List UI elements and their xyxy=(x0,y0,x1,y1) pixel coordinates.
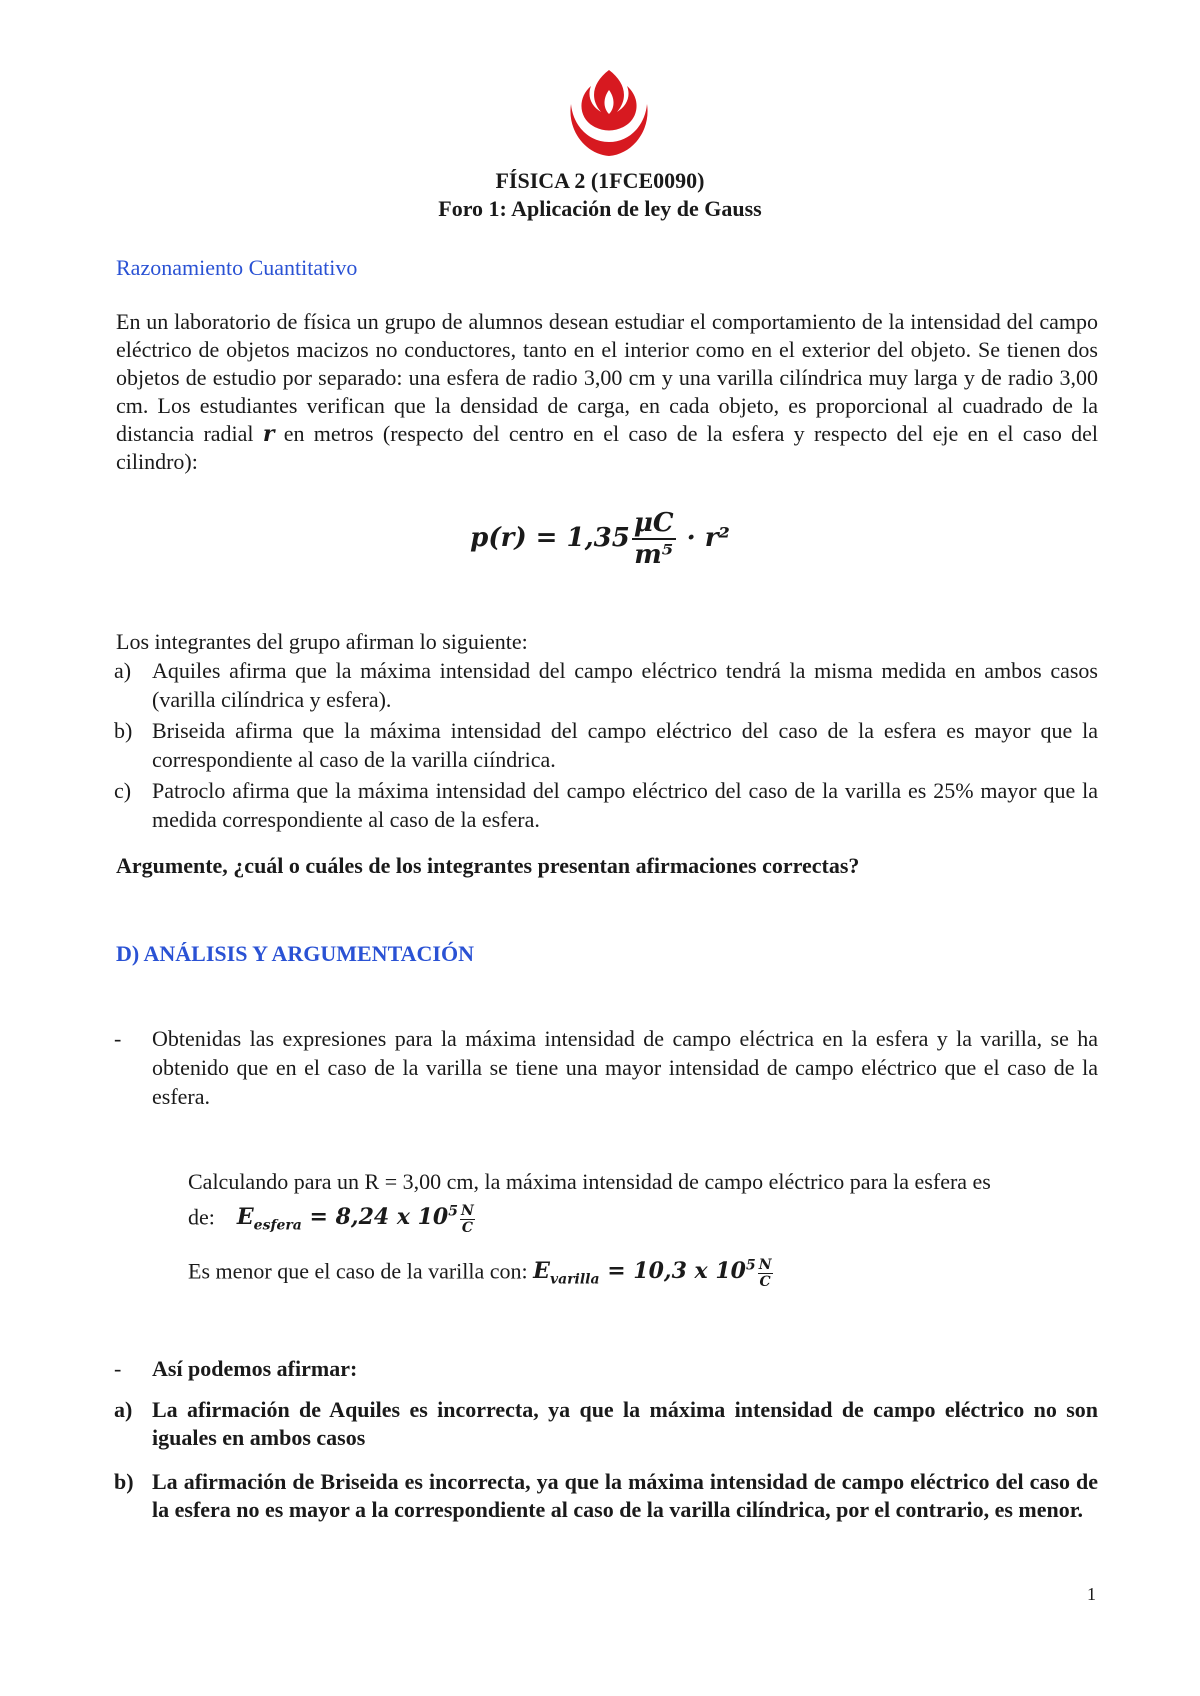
claim-marker: c) xyxy=(114,778,132,803)
formula-fraction xyxy=(632,510,676,568)
university-logo xyxy=(563,68,655,160)
page-number: 1 xyxy=(1087,1584,1096,1604)
bullet-dash: - xyxy=(114,1026,122,1051)
analysis-bullet-text: Obtenidas las expresiones para la máxima intensidad de campo eléctrica en la esfera y la varilla, se ha obtenido que en el caso de la varilla se tiene una mayor intensidad de campo eléctrico que el caso de la esfera. xyxy=(152,1026,1098,1109)
e-varilla-symbol: $E_{varilla} = 10,3$ x $10^5$ xyxy=(533,1258,756,1288)
conclusion-text: La afirmación de Briseida es incorrecta, ya que la máxima intensidad de campo eléctrico del caso de la esfera no es mayor a la correspondiente al caso de la varilla cilíndrica, por el contrario, es menor. xyxy=(152,1469,1098,1522)
claim-text: Patroclo afirma que la máxima intensidad del campo eléctrico del caso de la varilla es 25% mayor que la medida correspondiente al caso de la esfera. xyxy=(152,778,1098,832)
conclusion-item xyxy=(114,1468,1098,1524)
analysis-bullet-text: Así podemos afirmar: xyxy=(152,1356,358,1381)
conclusion-text: La afirmación de Aquiles es incorrecta, ya que la máxima intensidad de campo eléctrico no son iguales en ambos casos xyxy=(152,1397,1098,1450)
claim-text: Briseida afirma que la máxima intensidad del campo eléctrico del caso de la esfera es mayor que la correspondiente al caso de la varilla ciíndrica. xyxy=(152,718,1098,772)
forum-title: Foro 1: Aplicación de ley de Gauss xyxy=(438,196,762,221)
intro-tail: en metros (respecto del centro en el caso de la esfera y respecto del eje en el caso del cilindro): xyxy=(116,421,1098,474)
charge-density-formula xyxy=(0,510,1200,568)
analysis-heading: D) ANÁLISIS Y ARGUMENTACIÓN xyxy=(116,941,474,966)
calc-varilla-line xyxy=(188,1252,1080,1294)
formula-denominator: m⁵ xyxy=(634,540,674,570)
formula-lhs: p(r) = 1,35 xyxy=(470,523,630,553)
intro-text: En un laboratorio de física un grupo de alumnos desean estudiar el comportamiento de la intensidad del campo eléctrico de objetos macizos no conductores, tanto en el interior como en el exterior del objeto. Se tienen dos objetos de estudio por separado: una esfera de radio 3,00 cm y una varilla cilíndrica muy larga y de radio 3,00 cm. Los estudiantes verifican que la densidad de carga, en cada objeto, es proporcional al cuadrado de la distancia radial xyxy=(116,309,1098,446)
claim-item xyxy=(114,656,1098,714)
calc-de: de: xyxy=(188,1204,215,1230)
unit-fraction: $\frac{N}{C}$ xyxy=(758,1256,772,1290)
group-intro: Los integrantes del grupo afirman lo siguiente: xyxy=(116,629,528,654)
conclusion-marker: a) xyxy=(114,1397,133,1422)
analysis-bullet xyxy=(114,1024,1098,1111)
question-text: Argumente, ¿cuál o cuáles de los integrantes presentan afirmaciones correctas? xyxy=(116,853,860,878)
calc-line-1: Calculando para un R = 3,00 cm, la máxima intensidad de campo eléctrico para la esfera es xyxy=(188,1169,991,1194)
conclusion-marker: b) xyxy=(114,1469,134,1494)
intro-paragraph xyxy=(116,308,1098,476)
e-esfera-symbol: $E_{esfera} = 8,24$ x $10^5$ xyxy=(236,1204,458,1234)
calc-line-2: Es menor que el caso de la varilla con: xyxy=(188,1258,528,1284)
intro-variable: r xyxy=(262,421,275,447)
claim-marker: a) xyxy=(114,658,132,683)
formula-numerator: μC xyxy=(633,508,674,538)
analysis-bullet xyxy=(114,1354,1098,1383)
course-title: FÍSICA 2 (1FCE0090) xyxy=(495,168,705,193)
formula-rhs: · r² xyxy=(686,523,730,553)
bullet-dash: - xyxy=(114,1356,122,1381)
claim-marker: b) xyxy=(114,718,133,743)
claim-item xyxy=(114,776,1098,834)
calc-esfera-line xyxy=(188,1198,1080,1240)
claim-item xyxy=(114,716,1098,774)
unit-fraction: $\frac{N}{C}$ xyxy=(461,1202,474,1236)
section-label: Razonamiento Cuantitativo xyxy=(116,255,358,280)
claim-text: Aquiles afirma que la máxima intensidad del campo eléctrico tendrá la misma medida en ambos casos (varilla cilíndrica y esfera). xyxy=(152,658,1098,712)
conclusion-item xyxy=(114,1396,1098,1452)
